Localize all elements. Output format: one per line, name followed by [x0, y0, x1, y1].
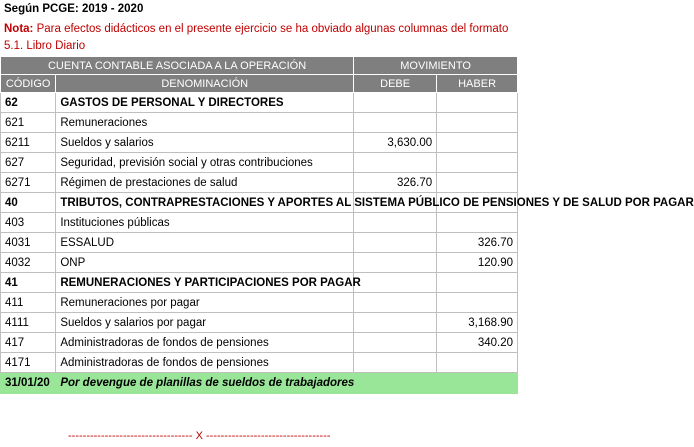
summary-row: [1, 373, 518, 394]
table-row: [1, 93, 518, 113]
note-body: Para efectos didácticos en el presente ejercicio se ha obviado algunas columnas del formato 5.1. Libro Diario: [4, 23, 509, 52]
summary-text: Por devengue de planillas de sueldos de trabajadores: [56, 373, 518, 394]
cell-name: Sueldos y salarios: [56, 133, 354, 153]
cell-haber: 3,168.90: [437, 313, 518, 333]
header-account: CUENTA CONTABLE ASOCIADA A LA OPERACIÓN: [1, 57, 354, 75]
col-code-header: CÓDIGO: [1, 75, 56, 93]
cell-name: Remuneraciones por pagar: [56, 293, 354, 313]
cell-haber: 340.20: [437, 333, 518, 353]
cell-name: REMUNERACIONES Y PARTICIPACIONES POR PAGAR: [56, 273, 354, 293]
cell-name: ESSALUD: [56, 233, 354, 253]
cell-haber: 326.70: [437, 233, 518, 253]
table-row: [1, 353, 518, 373]
table-row: [1, 113, 518, 133]
cell-haber: [437, 133, 518, 153]
cell-code: 4171: [1, 353, 56, 373]
cell-name: Instituciones públicas: [56, 213, 354, 233]
cell-code: 411: [1, 293, 56, 313]
note-text: [4, 21, 514, 55]
cell-name: Administradoras de fondos de pensiones: [56, 353, 354, 373]
cell-debe: [354, 93, 437, 113]
cell-code: 41: [1, 273, 56, 293]
header-group-row: [1, 57, 518, 75]
cell-code: 4032: [1, 253, 56, 273]
cell-debe: [354, 313, 437, 333]
header-movement: MOVIMIENTO: [354, 57, 518, 75]
cell-haber: [437, 273, 518, 293]
cell-debe: [354, 293, 437, 313]
table-row: [1, 193, 518, 213]
cell-haber: [437, 173, 518, 193]
cell-name: Seguridad, previsión social y otras contribuciones: [56, 153, 354, 173]
note-label: Nota:: [4, 23, 34, 35]
col-haber-header: HABER: [437, 75, 518, 93]
cell-code: 4111: [1, 313, 56, 333]
cell-name: Administradoras de fondos de pensiones: [56, 333, 354, 353]
cell-code: 62: [1, 93, 56, 113]
cell-haber: [437, 213, 518, 233]
cell-debe: [354, 233, 437, 253]
table-row: [1, 273, 518, 293]
cell-haber: [437, 293, 518, 313]
cell-haber: [437, 93, 518, 113]
table-row: [1, 153, 518, 173]
cell-debe: [354, 353, 437, 373]
cell-name: Remuneraciones: [56, 113, 354, 133]
cell-code: 627: [1, 153, 56, 173]
cell-haber: [437, 153, 518, 173]
cell-code: 621: [1, 113, 56, 133]
col-debe-header: DEBE: [354, 75, 437, 93]
cell-name: Sueldos y salarios por pagar: [56, 313, 354, 333]
cell-code: 417: [1, 333, 56, 353]
journal-table: [0, 56, 694, 394]
cell-code: 6211: [1, 133, 56, 153]
col-name-header: DENOMINACIÓN: [56, 75, 354, 93]
table-row: [1, 233, 518, 253]
cell-code: 403: [1, 213, 56, 233]
cell-code: 6271: [1, 173, 56, 193]
cell-haber: [437, 113, 518, 133]
table-row: [1, 253, 518, 273]
cell-haber: 120.90: [437, 253, 518, 273]
page-heading: Según PCGE: 2019 - 2020: [4, 3, 144, 15]
cell-debe: 326.70: [354, 173, 437, 193]
cell-name: ONP: [56, 253, 354, 273]
cell-debe: [354, 333, 437, 353]
journal-body: [1, 93, 694, 373]
cell-debe: [354, 213, 437, 233]
table-row: [1, 313, 518, 333]
table-row: [1, 213, 518, 233]
cell-debe: [354, 113, 437, 133]
cell-debe: [354, 153, 437, 173]
header-columns-row: [1, 75, 518, 93]
cell-name: GASTOS DE PERSONAL Y DIRECTORES: [56, 93, 354, 113]
summary-date: 31/01/20: [1, 373, 56, 394]
table-row: [1, 173, 518, 193]
cell-name: Régimen de prestaciones de salud: [56, 173, 354, 193]
table-row: [1, 333, 518, 353]
cell-code: 4031: [1, 233, 56, 253]
cell-haber: [437, 353, 518, 373]
cell-code: 40: [1, 193, 56, 213]
separator-line: ---------------------------------- X ----------------------------------: [68, 430, 331, 442]
table-row: [1, 293, 518, 313]
cell-debe: [354, 273, 437, 293]
cell-name: TRIBUTOS, CONTRAPRESTACIONES Y APORTES AL SISTEMA PÚBLICO DE PENSIONES Y DE SALUD POR PAGAR: [56, 193, 354, 213]
cell-debe: 3,630.00: [354, 133, 437, 153]
cell-debe: [354, 253, 437, 273]
table-row: [1, 133, 518, 153]
